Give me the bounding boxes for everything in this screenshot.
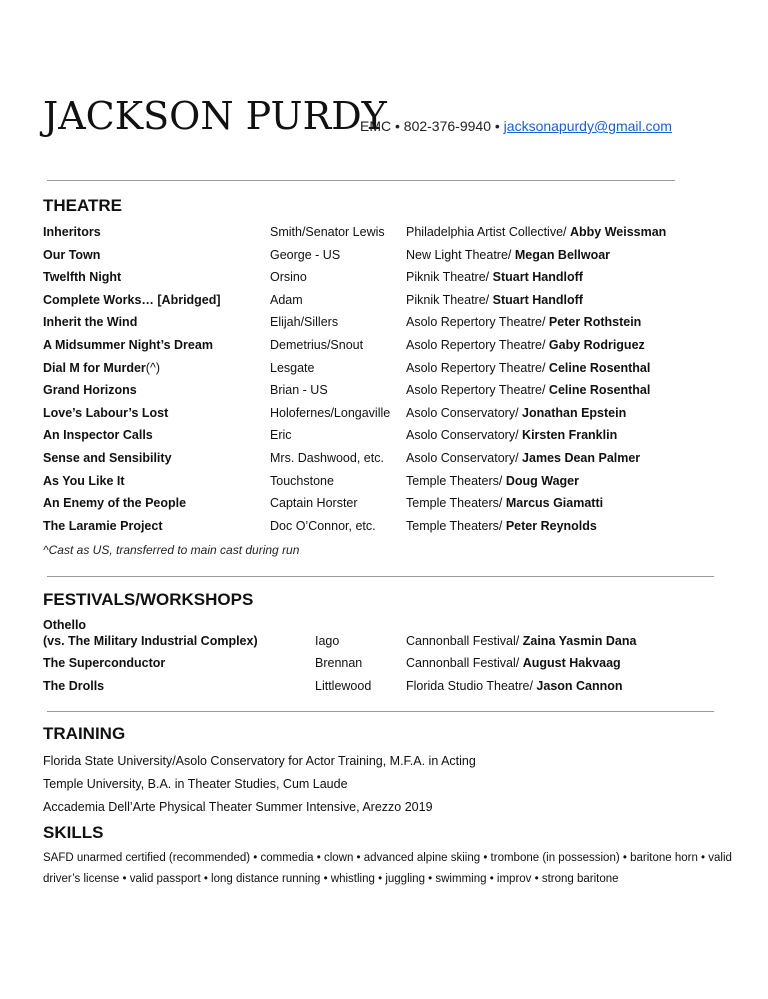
venue [406, 406, 626, 420]
role: Eric [270, 428, 292, 442]
role: Holofernes/Longaville [270, 406, 391, 420]
venue-name: Asolo Repertory Theatre/ [406, 361, 546, 375]
director: Zaina Yasmin Dana [522, 634, 637, 648]
theatre-row [43, 361, 733, 381]
director: Kirsten Franklin [522, 428, 618, 442]
director: Peter Rothstein [548, 315, 642, 329]
festival-row [43, 656, 733, 676]
venue [406, 519, 597, 533]
venue-name: Asolo Conservatory/ [406, 406, 519, 420]
header-divider [47, 180, 675, 181]
venue-name: Temple Theaters/ [406, 496, 503, 510]
director: Jonathan Epstein [522, 406, 627, 420]
production-title [43, 315, 137, 329]
venue-name: Piknik Theatre/ [406, 293, 490, 307]
venue [406, 656, 621, 670]
director: Marcus Giamatti [505, 496, 604, 510]
venue [406, 634, 636, 648]
theatre-row [43, 225, 733, 245]
theatre-row [43, 451, 733, 471]
training-line: Temple University, B.A. in Theater Studies, Cum Laude [43, 777, 348, 791]
theatre-row [43, 270, 733, 290]
production-title [43, 428, 153, 442]
production-title [43, 451, 172, 465]
director: Jason Cannon [536, 679, 623, 693]
production-title-text: Inherit the Wind [43, 315, 138, 329]
production-title: The Drolls [43, 679, 105, 693]
production-title: Othello [43, 618, 87, 632]
theatre-row [43, 383, 733, 403]
skills-heading: SKILLS [43, 823, 104, 842]
director: James Dean Palmer [522, 451, 641, 465]
theatre-heading: THEATRE [43, 196, 123, 215]
venue [406, 496, 603, 510]
theatre-note: ^Cast as US, transferred to main cast during run [43, 543, 300, 557]
role: Smith/Senator Lewis [270, 225, 385, 239]
role: Demetrius/Snout [270, 338, 364, 352]
production-title-text: Twelfth Night [43, 270, 122, 284]
production-title-subtitle: (vs. The Military Industrial Complex) [43, 634, 258, 648]
venue [406, 383, 650, 397]
theatre-row [43, 293, 733, 313]
production-title-text: Dial M for Murder [43, 361, 146, 375]
director: August Hakvaag [522, 656, 621, 670]
theatre-row [43, 406, 733, 426]
director: Abby Weissman [569, 225, 667, 239]
director: Doug Wager [505, 474, 579, 488]
role: Doc O’Connor, etc. [270, 519, 376, 533]
venue-name: Asolo Repertory Theatre/ [406, 383, 546, 397]
production-title [43, 406, 168, 420]
role: Elijah/Sillers [270, 315, 339, 329]
director: Stuart Handloff [492, 293, 583, 307]
venue [406, 270, 583, 284]
venue [406, 293, 583, 307]
venue-name: Piknik Theatre/ [406, 270, 490, 284]
production-title-text: Our Town [43, 248, 101, 262]
theatre-row [43, 248, 733, 268]
venue [406, 338, 645, 352]
director: Celine Rosenthal [548, 361, 651, 375]
training-line: Florida State University/Asolo Conservatory for Actor Training, M.F.A. in Acting [43, 754, 476, 768]
theatre-row [43, 338, 733, 358]
theatre-row [43, 519, 733, 539]
festivals-heading: FESTIVALS/WORKSHOPS [43, 590, 254, 609]
venue [406, 248, 610, 262]
festivals-divider [47, 711, 714, 712]
venue-name: Philadelphia Artist Collective/ [406, 225, 567, 239]
venue-name: Cannonball Festival/ [406, 656, 520, 670]
venue [406, 428, 617, 442]
director: Stuart Handloff [492, 270, 583, 284]
training-line: Accademia Dell’Arte Physical Theater Summer Intensive, Arezzo 2019 [43, 800, 433, 814]
venue [406, 361, 650, 375]
role: Littlewood [315, 679, 372, 693]
venue-name: Temple Theaters/ [406, 474, 503, 488]
production-title-text: Grand Horizons [43, 383, 137, 397]
production-title-text: An Inspector Calls [43, 428, 153, 442]
production-title [43, 293, 221, 307]
resume-name: JACKSON PURDY [43, 94, 387, 138]
director: Celine Rosenthal [548, 383, 651, 397]
role: Adam [270, 293, 303, 307]
role: Brian - US [270, 383, 328, 397]
festival-row [43, 618, 733, 654]
venue-name: New Light Theatre/ [406, 248, 512, 262]
production-title [43, 496, 186, 510]
venue-name: Asolo Repertory Theatre/ [406, 315, 546, 329]
director: Gaby Rodriguez [548, 338, 645, 352]
festival-row [43, 679, 733, 699]
production-title-text: Sense and Sensibility [43, 451, 172, 465]
role: Iago [315, 634, 340, 648]
venue-name: Asolo Conservatory/ [406, 451, 519, 465]
theatre-divider [47, 576, 714, 577]
title-suffix: (^) [145, 361, 160, 375]
theatre-row [43, 496, 733, 516]
theatre-row [43, 315, 733, 335]
theatre-row [43, 428, 733, 448]
contact-info [360, 118, 672, 134]
role: Lesgate [270, 361, 315, 375]
role: Brennan [315, 656, 363, 670]
venue [406, 225, 666, 239]
production-title-text: Complete Works… [Abridged] [43, 293, 221, 307]
venue-name: Temple Theaters/ [406, 519, 503, 533]
venue-name: Asolo Repertory Theatre/ [406, 338, 546, 352]
production-title [43, 361, 160, 375]
role: Touchstone [270, 474, 334, 488]
production-title-text: The Laramie Project [43, 519, 163, 533]
venue [406, 315, 641, 329]
production-title [43, 225, 101, 239]
skills-text: SAFD unarmed certified (recommended) • commedia • clown • advanced alpine skiing • trombone (in possession) • baritone horn • valid driver’s license • valid passport • long distance running • whistling • juggling • swimming • improv • strong baritone [43, 852, 732, 885]
director: Megan Bellwoar [514, 248, 611, 262]
production-title-text: An Enemy of the People [43, 496, 187, 510]
production-title-text: As You Like It [43, 474, 125, 488]
production-title-text: Inheritors [43, 225, 101, 239]
production-title [43, 270, 121, 284]
role: Captain Horster [270, 496, 358, 510]
production-title [43, 248, 100, 262]
theatre-row [43, 474, 733, 494]
contact-prefix: EMC • 802-376-9940 • [360, 118, 500, 134]
production-title [43, 474, 125, 488]
director: Peter Reynolds [505, 519, 597, 533]
production-title [43, 519, 163, 533]
venue-name: Florida Studio Theatre/ [406, 679, 533, 693]
production-title [43, 383, 137, 397]
role: Orsino [270, 270, 307, 284]
production-title: The Superconductor [43, 656, 166, 670]
training-heading: TRAINING [43, 724, 126, 743]
production-title-text: A Midsummer Night’s Dream [43, 338, 213, 352]
venue [406, 474, 579, 488]
role: George - US [270, 248, 341, 262]
venue-name: Asolo Conservatory/ [406, 428, 519, 442]
venue [406, 451, 640, 465]
production-title-text: Love’s Labour’s Lost [43, 406, 169, 420]
venue-name: Cannonball Festival/ [406, 634, 520, 648]
venue [406, 679, 623, 693]
role: Mrs. Dashwood, etc. [270, 451, 384, 465]
email-link[interactable]: jacksonapurdy@gmail.com [503, 118, 672, 134]
production-title [43, 338, 213, 352]
